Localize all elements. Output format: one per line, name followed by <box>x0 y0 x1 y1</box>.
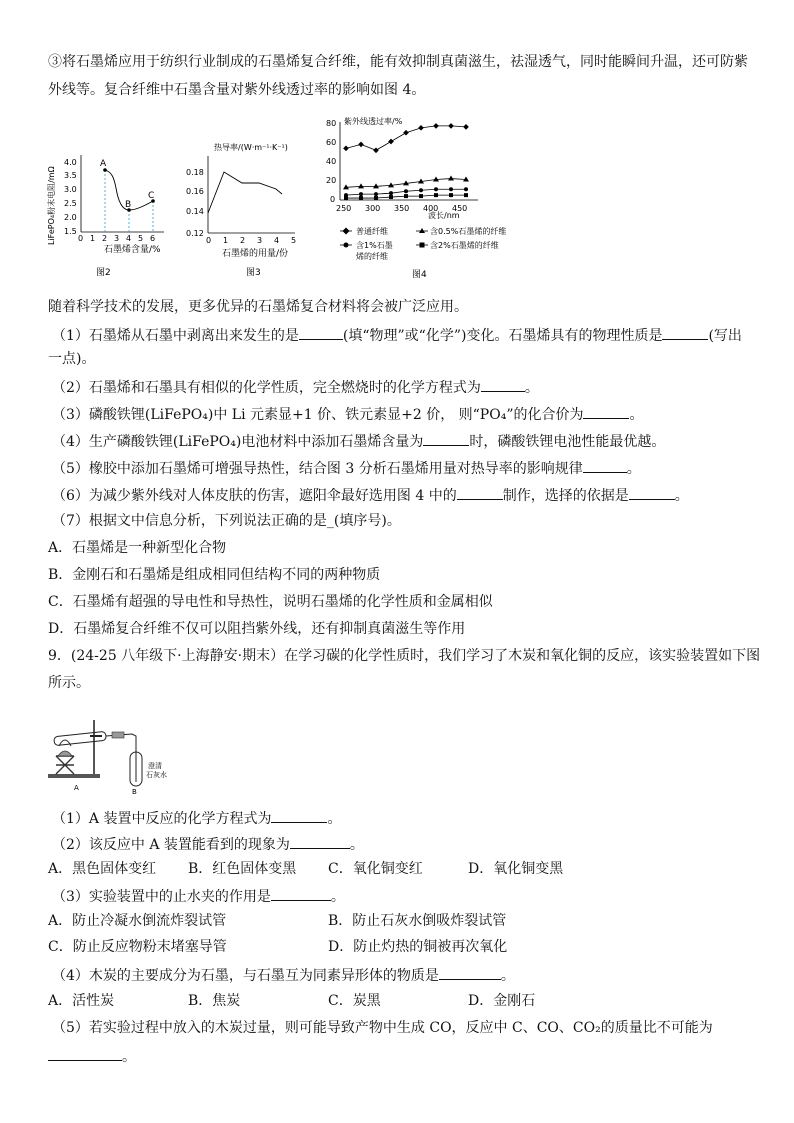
legend-label: 含2%石墨烯的纤维 <box>430 241 499 250</box>
question-7: （7）根据文中信息分析，下列说法正确的是_(填序号)。 <box>52 513 401 529</box>
option: C．炭黑 <box>328 993 381 1009</box>
q9-2-end: 。 <box>349 837 364 853</box>
legend-label: 烯的纤维 <box>356 252 388 261</box>
answer-blank[interactable] <box>583 404 629 419</box>
fig2-xtick: 0 <box>78 234 84 243</box>
fig4-data-point <box>419 194 423 198</box>
answer-blank[interactable] <box>290 834 350 849</box>
answer-blank[interactable] <box>271 808 327 823</box>
fig4-data-point <box>343 145 349 151</box>
label-b: B <box>132 788 137 794</box>
fig4-xtick: 350 <box>394 204 410 213</box>
fig3-xtick: 5 <box>291 236 297 245</box>
fig3-ytick: 0.16 <box>186 187 204 196</box>
q9-5-end: 。 <box>122 1049 136 1065</box>
fig4-xtick: 450 <box>452 204 468 213</box>
fig4-data-point <box>374 196 378 200</box>
test-tube-a <box>54 731 107 745</box>
q9-2-options <box>48 860 748 878</box>
question-4 <box>52 431 752 451</box>
fig4-data-point <box>359 196 363 200</box>
legend-label: 普通纤维 <box>356 227 388 236</box>
q9-1-text: （1）A 装置中反应的化学方程式为 <box>52 811 272 827</box>
rubber-tube <box>112 732 124 738</box>
fig2-xtick: 1 <box>90 234 96 243</box>
legend-marker-circle <box>344 243 349 248</box>
q3-part: （3）磷酸铁锂(LiFePO₄)中 Li 元素显+1 价、铁元素显+2 价， 则“PO₄”的化合价为 <box>52 407 584 423</box>
fig4-ytick: 80 <box>326 119 337 128</box>
fig4-xlabel: 波长/nm <box>428 211 460 220</box>
answer-blank[interactable] <box>457 485 503 500</box>
q4-part: 时，磷酸铁锂电池性能最优越。 <box>469 434 666 450</box>
fig2-xtick: 4 <box>126 234 132 243</box>
option: D．氧化铜变黑 <box>468 861 564 877</box>
question-3 <box>52 404 752 424</box>
fig2-ytick: 3.0 <box>64 185 77 194</box>
answer-blank[interactable] <box>481 377 525 392</box>
q7-option-b: B．金刚石和石墨烯是组成相同但结构不同的两种物质 <box>48 567 381 583</box>
q9-3-text: （3）实验装置中的止水夹的作用是 <box>52 889 271 905</box>
fig2-label-c: C <box>148 191 155 201</box>
fig4-data-point <box>388 139 394 145</box>
q5-part: 。 <box>626 461 641 477</box>
fig2-ytick: 3.5 <box>64 171 77 180</box>
option: A．防止冷凝水倒流炸裂试管 <box>48 913 227 929</box>
lab-jack <box>56 756 74 774</box>
q9-3-options-row2 <box>48 938 748 956</box>
fig3-xtick: 0 <box>206 236 212 245</box>
fig4-data-point <box>434 193 438 197</box>
q9-4-text: （4）木炭的主要成分为石墨，与石墨互为同素异形体的物质是 <box>52 968 439 984</box>
fig2-xtick: 5 <box>138 234 144 243</box>
fig2-xtick: 2 <box>102 234 108 243</box>
fig2-ytick: 2.0 <box>64 213 77 222</box>
fig2-ytick: 1.5 <box>64 227 77 236</box>
answer-blank[interactable] <box>48 1046 122 1061</box>
fig4-xtick: 400 <box>423 204 439 213</box>
answer-blank[interactable] <box>423 431 469 446</box>
fig4-xtick: 250 <box>336 204 352 213</box>
fig4-data-point <box>344 196 348 200</box>
fig4-series-line <box>346 126 466 150</box>
fig2-xticks <box>78 234 155 243</box>
q5-part: （5）橡胶中添加石墨烯可增强导热性，结合图 3 分析石墨烯用量对热导率的影响规律 <box>52 461 583 477</box>
figure-2-chart <box>44 130 179 280</box>
q9-2-text: （2）该反应中 A 装置能看到的现象为 <box>52 837 290 853</box>
fig3-xtick: 2 <box>240 236 246 245</box>
fig2-xtick: 6 <box>150 234 156 243</box>
fig4-data-point <box>389 191 393 195</box>
label-a: A <box>74 784 79 792</box>
option: C．氧化铜变红 <box>328 861 423 877</box>
q9-1-end: 。 <box>327 811 342 827</box>
option: C．防止反应物粉末堵塞导管 <box>48 939 227 955</box>
q9-3-options-row1 <box>48 912 748 930</box>
paragraph-line: 外线等。复合纤维中石墨含量对紫外线透过率的影响如图 4。 <box>48 82 426 98</box>
q9-4-end: 。 <box>500 968 515 984</box>
fig4-data-point <box>464 193 468 197</box>
fig4-data-point <box>434 187 438 191</box>
fig3-xtick: 4 <box>274 236 280 245</box>
fig4-data-point <box>433 123 439 129</box>
fig4-data-point <box>404 189 408 193</box>
experiment-apparatus-figure <box>44 712 194 794</box>
stand-base <box>48 774 100 778</box>
answer-blank[interactable] <box>439 965 501 980</box>
q6-part: 制作，选择的依据是 <box>502 488 629 504</box>
fig4-xtick: 300 <box>365 204 381 213</box>
q3-part: 。 <box>629 407 644 423</box>
fig4-data-point <box>404 194 408 198</box>
fig4-series-group <box>343 123 469 200</box>
alcohol-lamp <box>58 751 72 756</box>
fig3-ytick: 0.12 <box>186 229 204 238</box>
fig3-series-line <box>208 172 282 213</box>
option: A．活性炭 <box>48 993 115 1009</box>
fig4-data-point <box>448 123 454 129</box>
fig4-data-point <box>358 142 364 148</box>
fig2-label-a: A <box>100 159 107 169</box>
q7-option-d: D．石墨烯复合纤维不仅可以阻挡紫外线，还有抑制真菌滋生等作用 <box>48 621 466 637</box>
q9-stem-cont: 所示。 <box>48 675 90 691</box>
fig4-data-point <box>419 188 423 192</box>
fig4-data-point <box>373 147 379 153</box>
q9-part-5: （5）若实验过程中放入的木炭过量，则可能导致产物中生成 CO，反应中 C、CO、CO₂的质量比不可能为 <box>52 1020 713 1036</box>
question-1 <box>52 325 752 345</box>
fig4-data-point <box>449 193 453 197</box>
fig2-yticks <box>64 158 77 236</box>
answer-blank[interactable] <box>662 325 708 340</box>
intro-text: 随着科学技术的发展，更多优异的石墨烯复合材料将会被广泛应用。 <box>48 299 468 315</box>
fig2-caption: 图2 <box>96 268 111 278</box>
q9-4-options <box>48 992 748 1010</box>
option: D．金刚石 <box>468 993 536 1009</box>
fig2-ytick: 2.5 <box>64 199 77 208</box>
option: B．防止石灰水倒吸炸裂试管 <box>328 913 507 929</box>
legend-marker-triangle <box>419 228 425 233</box>
fig2-xtick: 3 <box>114 234 120 243</box>
q7-option-c: C．石墨烯有超强的导电性和导热性，说明石墨烯的化学性质和金属相似 <box>48 594 493 610</box>
fig4-ytick: 20 <box>326 176 337 185</box>
fig3-ylabel: 热导率/(W·m⁻¹·K⁻¹) <box>214 143 288 152</box>
q6-part: （6）为减少紫外线对人体皮肤的伤害，遮阳伞最好选用图 4 中的 <box>52 488 457 504</box>
figure-3-chart <box>180 138 310 280</box>
q6-part: 。 <box>674 488 689 504</box>
fig2-ytick: 4.0 <box>64 158 77 167</box>
fig3-xtick: 1 <box>223 236 229 245</box>
q9-part-2 <box>52 834 752 854</box>
fig2-ylabel: LiFePO₄粉末电阻/mΩ <box>47 166 56 245</box>
q1-part: (写出 <box>708 328 742 344</box>
legend-marker-diamond <box>342 227 349 234</box>
q2-part: （2）石墨烯和石墨具有相似的化学性质，完全燃烧时的化学方程式为 <box>52 380 481 396</box>
question-5 <box>52 458 752 478</box>
q9-part-4 <box>52 965 752 985</box>
fig4-ytick: 60 <box>326 138 337 147</box>
q9-part-3 <box>52 886 752 906</box>
fig4-data-point <box>449 187 453 191</box>
question-2 <box>52 377 752 397</box>
fig4-data-point <box>389 195 393 199</box>
question-6 <box>52 485 752 505</box>
delivery-tube <box>106 734 136 782</box>
fig4-caption: 图4 <box>412 270 427 280</box>
answer-blank[interactable] <box>629 485 675 500</box>
option: B．焦炭 <box>188 993 241 1009</box>
fig4-data-point <box>359 192 363 196</box>
answer-blank[interactable] <box>583 458 627 473</box>
fig4-yticks <box>326 119 336 204</box>
fig4-data-point <box>374 192 378 196</box>
legend-label: 含0.5%石墨烯的纤维 <box>430 227 507 236</box>
limewater-label: 澄清 <box>148 762 162 770</box>
fig4-ylabel: 紫外线透过率/% <box>344 117 403 126</box>
q1-part: (填“物理”或“化学”)变化。石墨烯具有的物理性质是 <box>342 328 663 344</box>
legend-label: 含1%石墨 <box>356 241 393 250</box>
q1-part: （1）石墨烯从石墨中剥离出来发生的是 <box>52 328 299 344</box>
q9-part-1 <box>52 808 752 828</box>
fig4-data-point <box>418 125 424 131</box>
q9-3-end: 。 <box>330 889 345 905</box>
fig4-data-point <box>448 176 454 181</box>
answer-blank[interactable] <box>271 886 331 901</box>
fig3-ytick: 0.18 <box>186 168 204 177</box>
fig4-legend <box>340 226 506 261</box>
q7-option-a: A．石墨烯是一种新型化合物 <box>48 540 227 556</box>
fig4-ytick: 0 <box>330 195 336 204</box>
fig3-xlabel: 石墨烯的用量/份 <box>222 249 289 259</box>
fig2-xlabel: 石墨烯含量/% <box>104 245 161 255</box>
fig4-data-point <box>463 124 469 130</box>
fig3-caption: 图3 <box>246 268 261 278</box>
paragraph-line: ③将石墨烯应用于纺织行业制成的石墨烯复合纤维，能有效抑制真菌滋生，祛湿透气，同时能瞬间升温，还可防紫 <box>48 54 748 70</box>
fig3-yticks <box>186 168 204 238</box>
fig3-xtick: 3 <box>257 236 263 245</box>
q9-stem: 9．(24-25 八年级下·上海静安·期末）在学习碳的化学性质时，我们学习了木炭和氧化铜的反应，该实验装置如下图 <box>48 648 761 664</box>
option: D．防止灼热的铜被再次氧化 <box>328 939 508 955</box>
limewater-label: 石灰水 <box>146 771 167 779</box>
fig3-ytick: 0.14 <box>186 207 204 216</box>
figure-4-chart <box>318 112 528 282</box>
fig4-data-point <box>464 187 468 191</box>
fig4-ytick: 40 <box>326 157 337 166</box>
q9-5-cont <box>48 1046 748 1066</box>
option: A．黑色固体变红 <box>48 861 157 877</box>
fig2-label-b: B <box>125 200 132 210</box>
answer-blank[interactable] <box>299 325 343 340</box>
q1-continuation: 一点)。 <box>48 351 96 367</box>
fig4-data-point <box>358 183 364 188</box>
q2-part: 。 <box>524 380 539 396</box>
option: B．红色固体变黑 <box>188 861 297 877</box>
fig3-xticks <box>206 236 296 245</box>
legend-marker-square <box>420 243 425 248</box>
fig4-data-point <box>403 130 409 136</box>
q4-part: （4）生产磷酸铁锂(LiFePO₄)电池材料中添加石墨烯含量为 <box>52 434 424 450</box>
